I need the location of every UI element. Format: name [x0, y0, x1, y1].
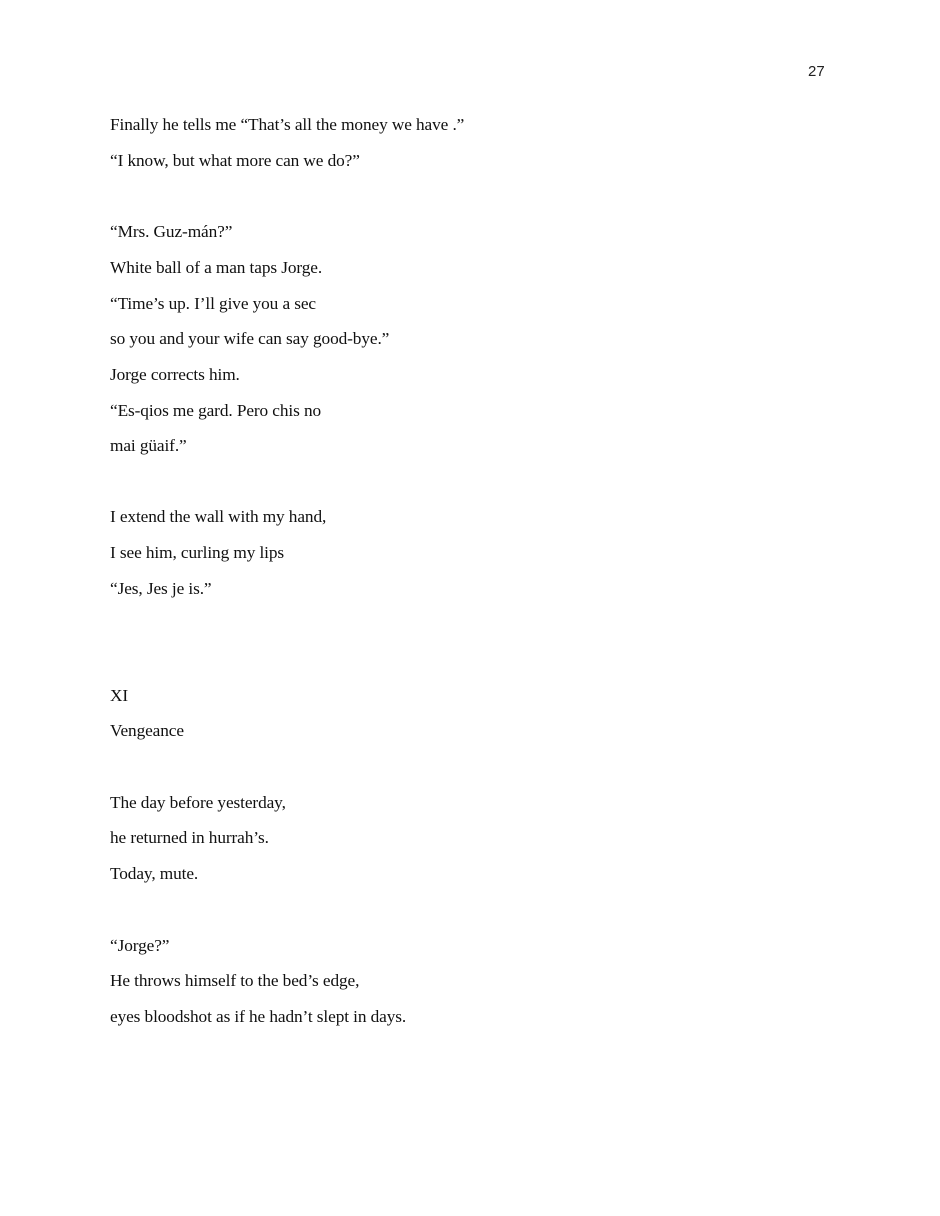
text-line: I see him, curling my lips [110, 543, 285, 562]
text-line: eyes bloodshot as if he hadn’t slept in days. [110, 1007, 407, 1026]
text-line: The day before yesterday, [110, 793, 286, 812]
section-number: XI [110, 686, 129, 705]
text-line: “Time’s up. I’ll give you a sec [110, 294, 317, 313]
text-line: he returned in hurrah’s. [110, 828, 269, 847]
text-line: mai güaif.” [110, 436, 187, 455]
text-line: “Es-qios me gard. Pero chis no [110, 401, 322, 420]
text-line: “Jorge?” [110, 936, 170, 955]
text-line: He throws himself to the bed’s edge, [110, 971, 360, 990]
section-title: Vengeance [110, 721, 184, 740]
text-line: Finally he tells me “That’s all the money we have .” [110, 115, 465, 134]
text-line: “I know, but what more can we do?” [110, 151, 360, 170]
text-line: Today, mute. [110, 864, 199, 883]
text-line: “Jes, Jes je is.” [110, 579, 212, 598]
text-line: I extend the wall with my hand, [110, 507, 327, 526]
text-line: “Mrs. Guz-mán?” [110, 222, 233, 241]
text-line: so you and your wife can say good-bye.” [110, 329, 390, 348]
text-line: Jorge corrects him. [110, 365, 240, 384]
text-line: White ball of a man taps Jorge. [110, 258, 323, 277]
page-number: 27 [808, 63, 825, 80]
